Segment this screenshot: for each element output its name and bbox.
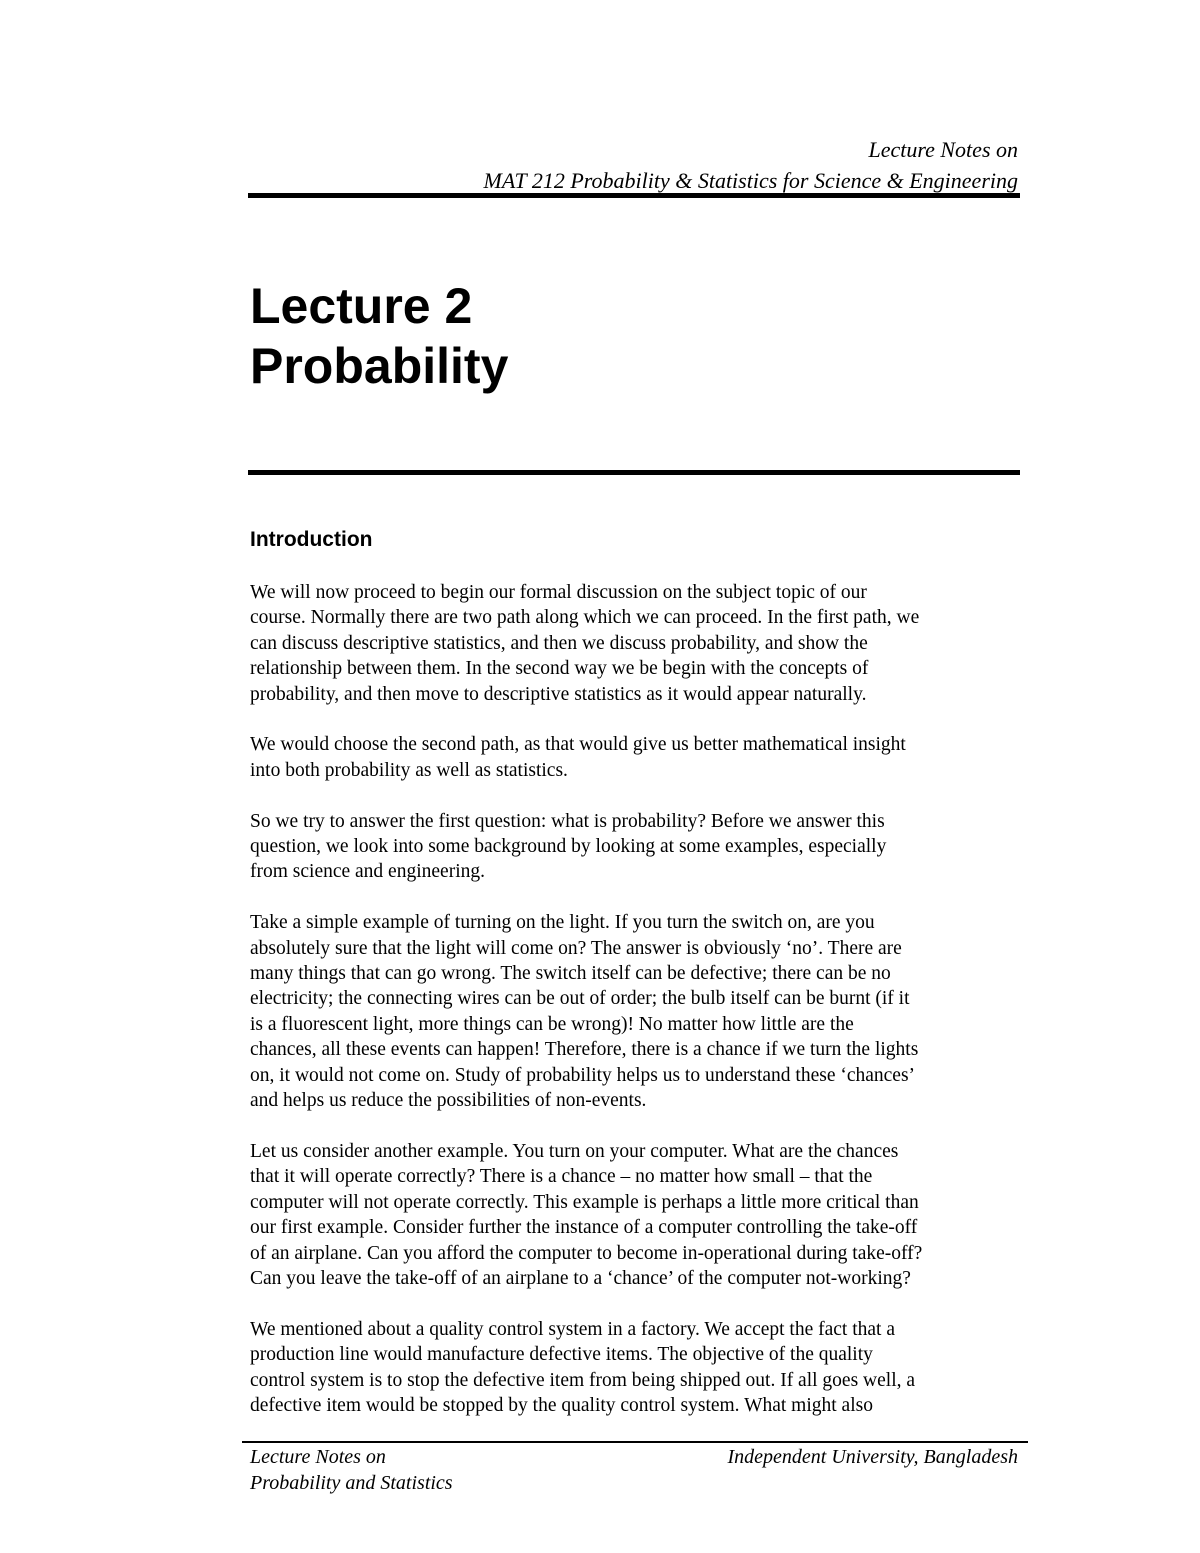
text-line: production line would manufacture defective items. The objective of the quality (250, 1344, 873, 1366)
text-line: question, we look into some background by looking at some examples, especially (250, 836, 887, 858)
text-line: We would choose the second path, as that would give us better mathematical insight (250, 734, 906, 756)
paragraph (250, 1317, 1030, 1419)
footer-left-line-2: Probability and Statistics (250, 1472, 453, 1494)
section-heading: Introduction (250, 528, 373, 551)
footer-left-line-1: Lecture Notes on (250, 1446, 386, 1468)
text-line: can discuss descriptive statistics, and then we discuss probability, and show the (250, 632, 868, 654)
text-line: our first example. Consider further the instance of a computer controlling the take-off (250, 1217, 918, 1239)
running-header (248, 134, 1018, 196)
text-line: probability, and then move to descriptive statistics as it would appear naturally. (250, 683, 867, 705)
paragraph (250, 1139, 1030, 1291)
text-line: many things that can go wrong. The switch itself can be defective; there can be no (250, 963, 891, 985)
paragraph (250, 580, 1030, 707)
text-line: Can you leave the take-off of an airplane to a ‘chance’ of the computer not-working? (250, 1267, 911, 1289)
title-line-2: Probability (250, 338, 509, 394)
text-line: We mentioned about a quality control system in a factory. We accept the fact that a (250, 1318, 895, 1340)
title-line-1: Lecture 2 (250, 278, 473, 334)
text-line: of an airplane. Can you afford the computer to become in-operational during take-off? (250, 1242, 923, 1264)
text-line: absolutely sure that the light will come on? The answer is obviously ‘no’. There are (250, 937, 902, 959)
text-line: We will now proceed to begin our formal discussion on the subject topic of our (250, 582, 867, 603)
text-line: and helps us reduce the possibilities of non-events. (250, 1090, 647, 1112)
text-line: control system is to stop the defective item from being shipped out. If all goes well, a (250, 1369, 916, 1391)
text-line: relationship between them. In the second way we be begin with the concepts of (250, 658, 869, 680)
title-divider (248, 470, 1020, 475)
text-line: into both probability as well as statistics. (250, 759, 568, 781)
header-line-2: MAT 212 Probability & Statistics for Science & Engineering (483, 168, 1018, 193)
paragraph (250, 910, 1030, 1113)
text-line: So we try to answer the first question: what is probability? Before we answer this (250, 810, 885, 832)
text-line: from science and engineering. (250, 861, 485, 883)
header-divider (248, 193, 1020, 198)
text-line: that it will operate correctly? There is a chance – no matter how small – that the (250, 1166, 873, 1188)
text-line: Take a simple example of turning on the light. If you turn the switch on, are you (250, 912, 875, 934)
text-line: electricity; the connecting wires can be out of order; the bulb itself can be burnt (if it (250, 988, 910, 1010)
text-line: on, it would not come on. Study of probability helps us to understand these ‘chances’ (250, 1064, 916, 1086)
paragraph (250, 809, 1030, 885)
footer-divider (242, 1441, 1028, 1443)
body-text (250, 580, 1030, 1444)
footer-left (250, 1444, 453, 1496)
text-line: Let us consider another example. You turn on your computer. What are the chances (250, 1140, 899, 1162)
text-line: course. Normally there are two path along which we can proceed. In the first path, we (250, 607, 920, 629)
header-line-1: Lecture Notes on (868, 137, 1018, 162)
lecture-title (250, 276, 508, 396)
text-line: defective item would be stopped by the quality control system. What might also (250, 1394, 873, 1416)
text-line: chances, all these events can happen! Therefore, there is a chance if we turn the lights (250, 1039, 919, 1061)
text-line: is a fluorescent light, more things can be wrong)! No matter how little are the (250, 1013, 854, 1035)
paragraph (250, 732, 1030, 783)
text-line: computer will not operate correctly. This example is perhaps a little more critical than (250, 1191, 919, 1213)
footer-right: Independent University, Bangladesh (727, 1446, 1018, 1468)
